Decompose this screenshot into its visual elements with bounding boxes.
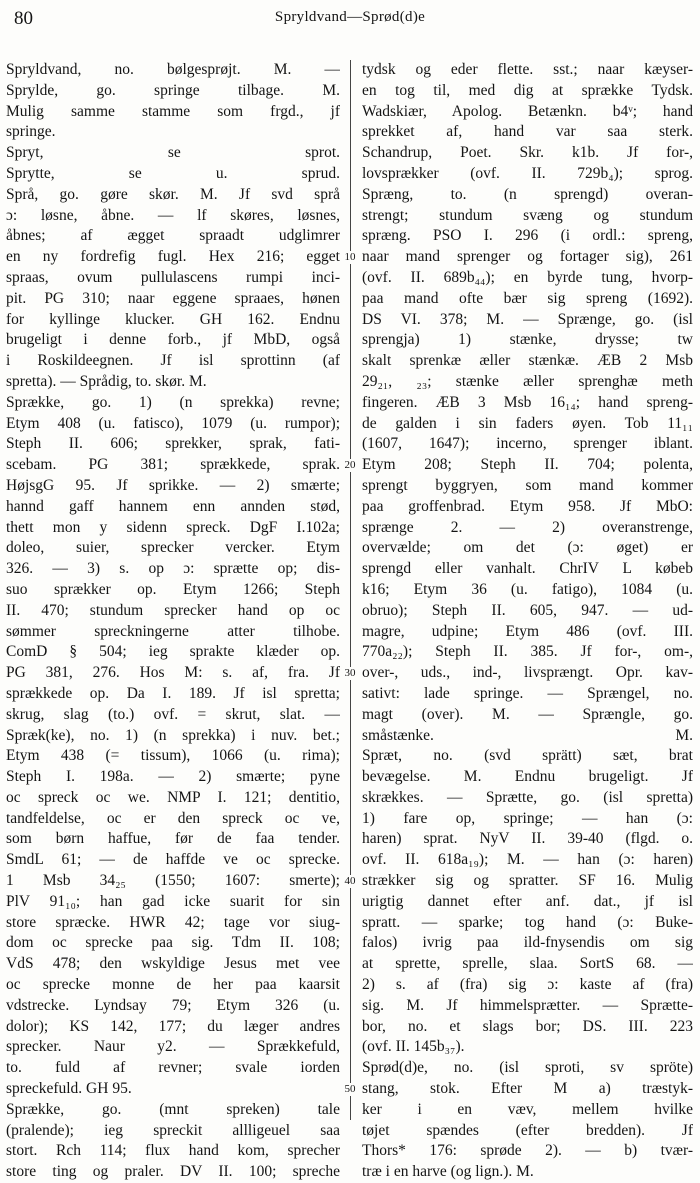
text-line: PlV 91₁₀; han gad icke suarit for sin <box>6 892 340 910</box>
text-line: Steph II. 606; sprekker, sprak, fati- <box>6 435 340 453</box>
text-line: paa mand ofte bær sig spreng (1692). <box>362 289 693 307</box>
text-line: 1 Msb 34₂₅ (1550; 1607: smerte); <box>6 872 340 890</box>
text-line: som børn haffue, før de faa tender. <box>6 830 340 848</box>
text-line: suo sprækker op. Etym 1266; Steph <box>6 580 340 598</box>
text-line: spræng. PSO I. 296 (i ordl.: spreng, <box>362 227 693 245</box>
page-header <box>14 8 686 30</box>
text-line: tydsk og eder flette. sst.; naar kæyser- <box>362 61 693 78</box>
text-line: springe. <box>6 123 56 141</box>
text-line: sig. M. Jf himmelsprætter. — Sprætte- <box>362 996 693 1014</box>
text-line: spraas, ovum pullulascens rumpi inci- <box>6 268 340 286</box>
text-line: sprengja) 1) stænke, drysse; tw <box>362 331 693 349</box>
text-line: Språ, go. gøre skør. M. Jf svd språ <box>6 185 340 203</box>
text-line: sprengd eller vanhalt. ChrIV L købeb <box>362 560 693 578</box>
text-line: II. 470; stundum sprecker hand op oc <box>6 601 340 619</box>
text-line: Spryt, se sprot. <box>6 144 340 162</box>
text-line: 29₂₁, ₂₃; stænke æller sprenghæ meth <box>362 372 693 390</box>
text-line: for kyllinge klucker. GH 162. Endnu <box>6 310 340 328</box>
text-line: sømmer spreckningerne atter tilhobe. <box>6 622 340 640</box>
text-line: pit. PG 310; naar eggene spraaes, hønen <box>6 289 340 307</box>
text-line: ker i en væv, mellem hvilke <box>362 1100 693 1118</box>
text-line: de galden i sin faders øyen. Tob 11₁₁ <box>362 414 693 432</box>
text-line: hannd gaff hannem enn annden stød, <box>6 497 340 515</box>
text-line: doleo, suier, sprecker vercker. Etym <box>6 539 340 557</box>
text-line: træ i en harve (og lign.). M. <box>362 1163 534 1181</box>
text-line: ɔ: løsne, åbne. — lf skøres, løsnes, <box>6 206 340 224</box>
text-line: fingeren. ÆB 3 Msb 16₁₄; hand spreng- <box>362 393 693 411</box>
text-line: stang, stok. Efter M a) træstyk- <box>362 1080 693 1098</box>
text-line: sprænge 2. — 2) overanstrenge, <box>362 518 693 536</box>
text-line: Sprød(d)e, no. (isl sproti, sv spröte) <box>362 1059 693 1077</box>
text-line: sativt: lade springe. — Sprængel, no. <box>362 684 693 702</box>
text-line: magt (over). M. — Sprængle, go. <box>362 705 693 723</box>
text-line: Steph I. 198a. — 2) smærte; pyne <box>6 768 340 786</box>
text-line: skalt sprenkæ æller stænkæ. ÆB 2 Msb <box>362 352 693 370</box>
text-line: overvælde; om det (ɔ: øget) er <box>362 539 693 557</box>
text-line: SmdL 61; — de haffde ve oc sprecke. <box>6 851 340 869</box>
line-number: 50 <box>340 1083 360 1096</box>
text-line: DS VI. 378; M. — Sprænge, go. (isl <box>362 310 693 328</box>
text-line: dom oc sprecke paa sig. Tdm II. 108; <box>6 934 340 952</box>
text-line: spratt. — sparke; tog hand (ɔ: Buke- <box>362 913 693 931</box>
text-line: lovsprækker (ovf. II. 729b₄); sprog. <box>362 164 693 182</box>
text-line: vdstrecke. Lyndsay 79; Etym 326 (u. <box>6 996 340 1014</box>
line-number: 40 <box>340 875 360 888</box>
text-line: sprecker. Naur y2. — Sprækkefuld, <box>6 1038 340 1056</box>
running-head: Spryldvand—Sprød(d)e <box>274 9 426 25</box>
text-line: oc sprecke monne de her paa kaarsit <box>6 976 340 994</box>
text-line: at sprette, sprelle, slaa. SortS 68. — <box>362 955 693 973</box>
line-number: 20 <box>340 459 360 472</box>
text-line: sprengt byggryen, som mand kommer <box>362 476 693 494</box>
text-line: Sprytte, se u. sprud. <box>6 164 340 182</box>
text-line: ComD § 504; ieg sprakte klæder op. <box>6 643 340 661</box>
text-line: 770a₂₂); Steph II. 385. Jf for-, om-, <box>362 643 693 661</box>
text-line: naar mand sprenger og fortager sig), 261 <box>362 248 693 266</box>
text-line: sprækkede op. Da I. 189. Jf isl spretta; <box>6 684 340 702</box>
text-line: PG 381, 276. Hos M: s. af, fra. Jf <box>6 664 340 682</box>
text-line: oc spreck oc we. NMP I. 121; dentitio, <box>6 788 340 806</box>
text-line: bor, no. et slags bor; DS. III. 223 <box>362 1017 693 1035</box>
left-column <box>6 60 340 1183</box>
text-line: thett mon y sidenn spreck. DgF I.102a; <box>6 518 340 536</box>
text-line: skrækkes. — Sprætte, go. (isl spretta) <box>362 788 693 806</box>
text-line: k16; Etym 36 (u. fatigo), 1084 (u. <box>362 580 693 598</box>
text-line: (1607, 1647); incerno, sprenger iblant. <box>362 435 693 453</box>
text-line: Spræt, no. (svd sprätt) sæt, brat <box>362 747 693 765</box>
text-line: åbnes; af ægget spraadt udglimrer <box>6 227 340 245</box>
text-line: Sprække, go. (mnt spreken) tale <box>6 1100 340 1118</box>
text-line: en tog til, med dig at sprække Tydsk. <box>362 81 693 99</box>
text-line: Spryldvand, no. bølgesprøjt. M. — <box>6 61 340 78</box>
text-line: store spræcke. HWR 42; tage vor siug- <box>6 913 340 931</box>
line-number: 10 <box>340 251 360 264</box>
text-line: Spræk(ke), no. 1) (n sprekka) i nuv. bet.; <box>6 726 340 744</box>
text-line: spreckefuld. GH 95. <box>6 1080 132 1098</box>
text-line: store ting og praler. DV II. 100; spreche <box>6 1163 340 1181</box>
text-line: småstænke. M. <box>362 726 693 744</box>
text-line: dolor); KS 142, 177; du læger andres <box>6 1017 340 1035</box>
text-line: i Roskildeegnen. Jf isl sprottinn (af <box>6 352 340 370</box>
text-line: magre, udpine; Etym 486 (ovf. III. <box>362 622 693 640</box>
text-line: spretta). — Språdig, to. skør. M. <box>6 372 207 390</box>
text-line: falos) ivrig paa ild-fnysendis om sig <box>362 934 693 952</box>
text-line: tandfeldelse, oc er den spreck oc ve, <box>6 809 340 827</box>
text-line: Sprylde, go. springe tilbage. M. <box>6 81 340 99</box>
text-line: 1) fare op, springe; — han (ɔ: <box>362 809 693 827</box>
text-line: (pralende); ieg spreckit allligeuel saa <box>6 1121 340 1139</box>
text-line: to. fuld af revner; svale iorden <box>6 1059 340 1077</box>
text-line: (ovf. II. 689b₄₄); en byrde tung, hvorp- <box>362 268 693 286</box>
text-line: sprekket af, hand var saa sterk. <box>362 123 693 141</box>
right-column <box>362 60 693 1183</box>
text-line: over-, uds., ind-, livsprængt. Opr. kav- <box>362 664 693 682</box>
text-line: scebam. PG 381; sprækkede, sprak. <box>6 456 340 474</box>
text-line: haren) sprat. NyV II. 39-40 (flgd. o. <box>362 830 693 848</box>
text-line: paa groffenbrad. Etym 958. Jf MbO: <box>362 497 693 515</box>
text-line: tøjet spændes (efter bredden). Jf <box>362 1121 693 1139</box>
text-line: 326. — 3) s. op ɔ: sprætte op; dis- <box>6 560 340 578</box>
text-line: Spræng, to. (n sprengd) overan- <box>362 185 693 203</box>
text-line: skrug, slag (to.) ovf. = skrut, slat. — <box>6 705 340 723</box>
column-divider <box>350 60 351 1120</box>
text-line: Mulig samme stamme som frgd., jf <box>6 102 340 120</box>
text-line: 2) s. af (fra) sig ɔ: kaste af (fra) <box>362 976 693 994</box>
text-line: Wadskiær, Apolog. Betænkn. b4ᵛ; hand <box>362 102 693 120</box>
text-line: strækker sig og spratter. SF 16. Mulig <box>362 872 693 890</box>
text-line: Etym 438 (= tissum), 1066 (u. rima); <box>6 747 340 765</box>
text-line: bevægelse. M. Endnu brugeligt. Jf <box>362 768 693 786</box>
text-line: (ovf. II. 145b₃₇). <box>362 1038 465 1056</box>
text-line: en ny fordrefig fugl. Hex 216; egget <box>6 248 340 266</box>
text-line: HøjsgG 95. Jf sprikke. — 2) smærte; <box>6 476 340 494</box>
text-line: VdS 478; den wskyldige Jesus met vee <box>6 955 340 973</box>
text-line: Etym 408 (u. fatisco), 1079 (u. rumpor); <box>6 414 340 432</box>
text-line: obruo); Steph II. 605, 947. — ud- <box>362 601 693 619</box>
text-line: Thors* 176: sprøde 2). — b) tvær- <box>362 1142 693 1160</box>
page-number: 80 <box>14 8 33 29</box>
text-line: urigtig dannet efter anf. dat., jf isl <box>362 892 693 910</box>
text-line: stort. Rch 114; flux hand kom, sprecher <box>6 1142 340 1160</box>
text-line: Sprække, go. 1) (n sprekka) revne; <box>6 393 340 411</box>
text-line: brugeligt i denne forb., jf MbD, også <box>6 331 340 349</box>
text-line: Etym 208; Steph II. 704; polenta, <box>362 456 693 474</box>
text-line: strengt; stundum svæng og stundum <box>362 206 693 224</box>
text-line: ovf. II. 618a₁₉); M. — han (ɔ: haren) <box>362 851 693 869</box>
text-line: Schandrup, Poet. Skr. k1b. Jf for-, <box>362 144 693 162</box>
line-number: 30 <box>340 667 360 680</box>
